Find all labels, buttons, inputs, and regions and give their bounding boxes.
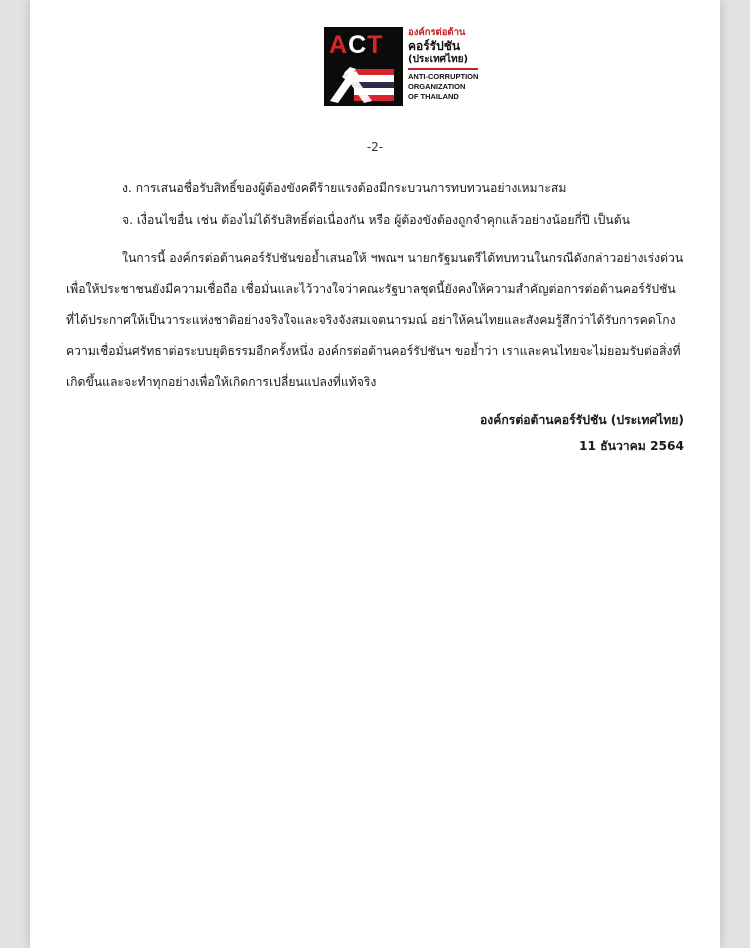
logo-thai-line-3: (ประเทศไทย): [408, 54, 469, 65]
logo-english-line-3: OF THAILAND: [408, 92, 459, 101]
paragraph-line: ความเชื่อมั่นศรัทธาต่อระบบยุติธรรมอีกครั้งหนึ่ง องค์กรต่อต้านคอร์รัปชันฯ ขอย้ำว่า เราและคนไทยจะไม่ยอมรับต่อสิ่งที่: [66, 344, 681, 358]
logo-emblem: [324, 27, 403, 106]
paragraph-line: เพื่อให้ประชาชนยังมีความเชื่อถือ เชื่อมั่นและไว้วางใจว่าคณะรัฐบาลชุดนี้ยังคงให้ความสำคัญต่อการต่อต้านคอร์รัปชัน: [66, 282, 676, 296]
signature-org: องค์กรต่อต้านคอร์รัปชัน (ประเทศไทย): [479, 413, 684, 427]
logo-english-line-2: ORGANIZATION: [408, 82, 466, 91]
logo-english-line-1: ANTI-CORRUPTION: [408, 72, 479, 81]
logo-letters: ACT: [329, 31, 384, 59]
page-number: -2-: [366, 140, 384, 154]
paragraph-line: ที่ได้ประกาศให้เป็นวาระแห่งชาติอย่างจริงใจและจริงจังสมเจตนารมณ์ อย่าให้คนไทยและสังคมรู้สึกว่าได้รับการคดโกง: [66, 313, 676, 327]
act-logo: [324, 27, 484, 109]
list-item: จ. เงื่อนไขอื่น เช่น ต้องไม่ได้รับสิทธิ์ต่อเนื่องกัน หรือ ผู้ต้องขังต้องถูกจำคุกแล้วอย่างน้อยกี่ปี เป็นต้น: [122, 213, 630, 227]
logo-wordmark: [408, 27, 488, 102]
logo-divider: [408, 68, 478, 70]
paragraph-line: ในการนี้ องค์กรต่อต้านคอร์รัปชันขอย้ำเสนอให้ ฯพณฯ นายกรัฐมนตรีได้ทบทวนในกรณีดังกล่าวอย่างเร่งด่วน: [122, 251, 684, 265]
logo-thai-line-2: คอร์รัปชัน: [408, 39, 461, 53]
logo-thai-line-1: องค์กรต่อต้าน: [408, 27, 466, 38]
signature-date: 11 ธันวาคม 2564: [578, 439, 684, 453]
paragraph-line: เกิดขึ้นและจะทำทุกอย่างเพื่อให้เกิดการเปลี่ยนแปลงที่แท้จริง: [66, 375, 377, 389]
list-item: ง. การเสนอชื่อรับสิทธิ์ของผู้ต้องขังคดีร้ายแรงต้องมีกระบวนการทบทวนอย่างเหมาะสม: [122, 181, 567, 195]
crossed-hands-icon: [326, 61, 376, 105]
